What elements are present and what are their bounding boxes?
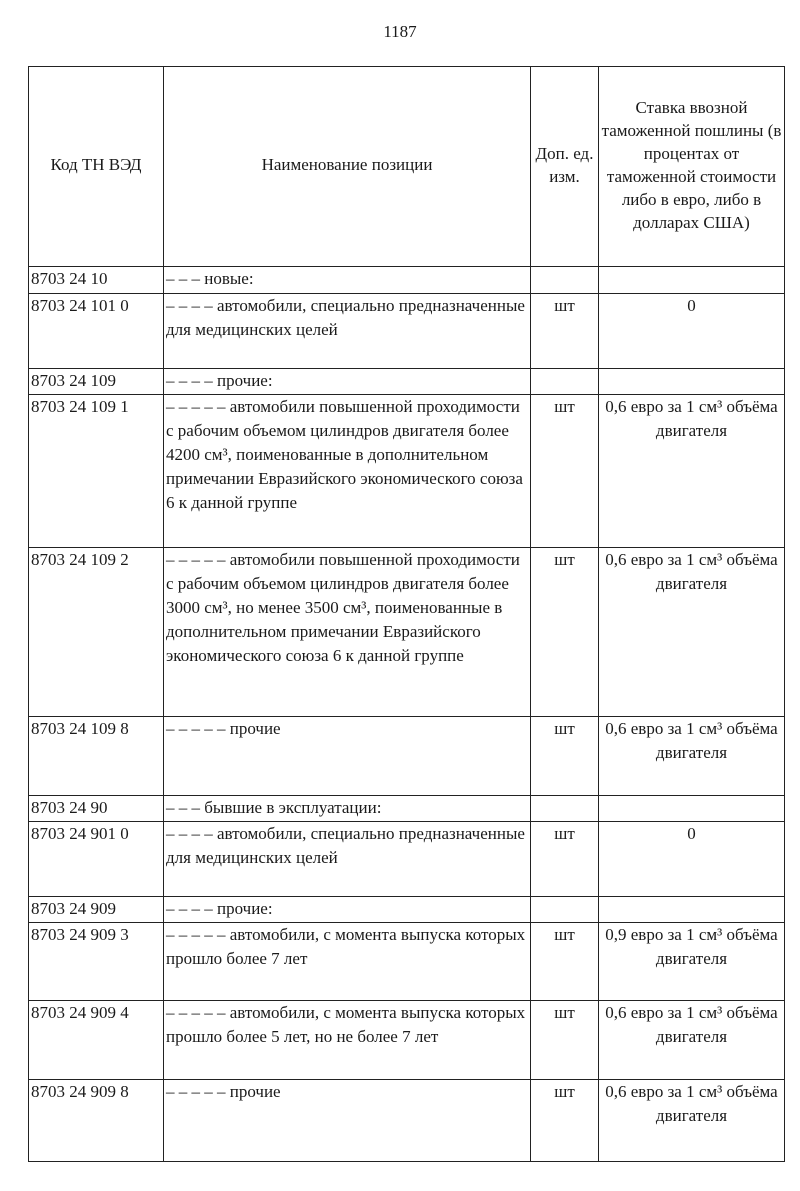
row-code: 8703 24 909 3 (29, 923, 164, 1001)
row-code: 8703 24 10 (29, 267, 164, 294)
row-code: 8703 24 109 2 (29, 548, 164, 717)
table-row (29, 395, 785, 548)
row-unit: шт (531, 1080, 599, 1162)
row-rate (599, 897, 785, 923)
row-code: 8703 24 109 1 (29, 395, 164, 548)
row-name: – – – – – автомобили повышенной проходимости с рабочим объемом цилиндров двигателя более 3000 см³, но менее 3500 см³, поименованные в дополнительном примечании Евразийского экономического союза 6 к данной группе (164, 548, 531, 717)
row-code: 8703 24 109 8 (29, 717, 164, 796)
table-row (29, 1080, 785, 1162)
row-code: 8703 24 109 (29, 369, 164, 395)
row-unit: шт (531, 923, 599, 1001)
row-rate (599, 267, 785, 294)
row-name: – – – – автомобили, специально предназначенные для медицинских целей (164, 822, 531, 897)
header-rate: Ставка ввозной таможенной пошлины (в процентах от таможенной стоимости либо в евро, либо в долларах США) (599, 67, 785, 267)
header-name: Наименование позиции (164, 67, 531, 267)
row-name: – – – – – автомобили, с момента выпуска которых прошло более 7 лет (164, 923, 531, 1001)
table-row (29, 822, 785, 897)
row-rate: 0,6 евро за 1 см³ объёма двигателя (599, 1001, 785, 1080)
row-rate: 0 (599, 822, 785, 897)
row-name: – – – бывшие в эксплуатации: (164, 796, 531, 822)
row-rate: 0,6 евро за 1 см³ объёма двигателя (599, 717, 785, 796)
row-unit (531, 796, 599, 822)
table-header-row (29, 67, 785, 267)
row-code: 8703 24 101 0 (29, 294, 164, 369)
row-name: – – – – – автомобили, с момента выпуска которых прошло более 5 лет, но не более 7 лет (164, 1001, 531, 1080)
row-unit: шт (531, 294, 599, 369)
table-row (29, 796, 785, 822)
row-rate (599, 369, 785, 395)
row-rate: 0,6 евро за 1 см³ объёма двигателя (599, 395, 785, 548)
row-code: 8703 24 909 8 (29, 1080, 164, 1162)
table-body (29, 267, 785, 1162)
row-unit: шт (531, 1001, 599, 1080)
table-row (29, 897, 785, 923)
table-row (29, 1001, 785, 1080)
row-unit: шт (531, 395, 599, 548)
row-rate: 0,6 евро за 1 см³ объёма двигателя (599, 548, 785, 717)
row-unit: шт (531, 717, 599, 796)
table-row (29, 369, 785, 395)
row-name: – – – – – прочие (164, 1080, 531, 1162)
row-unit: шт (531, 548, 599, 717)
row-name: – – – новые: (164, 267, 531, 294)
page-number: 1187 (383, 22, 417, 41)
table-row (29, 267, 785, 294)
row-unit (531, 369, 599, 395)
row-unit: шт (531, 822, 599, 897)
row-name: – – – – прочие: (164, 897, 531, 923)
row-rate: 0 (599, 294, 785, 369)
row-code: 8703 24 909 4 (29, 1001, 164, 1080)
row-unit (531, 267, 599, 294)
table-row (29, 923, 785, 1001)
row-unit (531, 897, 599, 923)
row-name: – – – – – автомобили повышенной проходимости с рабочим объемом цилиндров двигателя более 4200 см³, поименованные в дополнительном примечании Евразийского экономического союза 6 к данной группе (164, 395, 531, 548)
header-code: Код ТН ВЭД (29, 67, 164, 267)
row-rate: 0,6 евро за 1 см³ объёма двигателя (599, 1080, 785, 1162)
row-name: – – – – – прочие (164, 717, 531, 796)
table-row (29, 548, 785, 717)
row-name: – – – – автомобили, специально предназначенные для медицинских целей (164, 294, 531, 369)
row-code: 8703 24 90 (29, 796, 164, 822)
row-code: 8703 24 901 0 (29, 822, 164, 897)
header-unit: Доп. ед. изм. (531, 67, 599, 267)
table-row (29, 717, 785, 796)
row-rate: 0,9 евро за 1 см³ объёма двигателя (599, 923, 785, 1001)
tariff-table (28, 66, 785, 1162)
row-code: 8703 24 909 (29, 897, 164, 923)
row-name: – – – – прочие: (164, 369, 531, 395)
row-rate (599, 796, 785, 822)
table-row (29, 294, 785, 369)
